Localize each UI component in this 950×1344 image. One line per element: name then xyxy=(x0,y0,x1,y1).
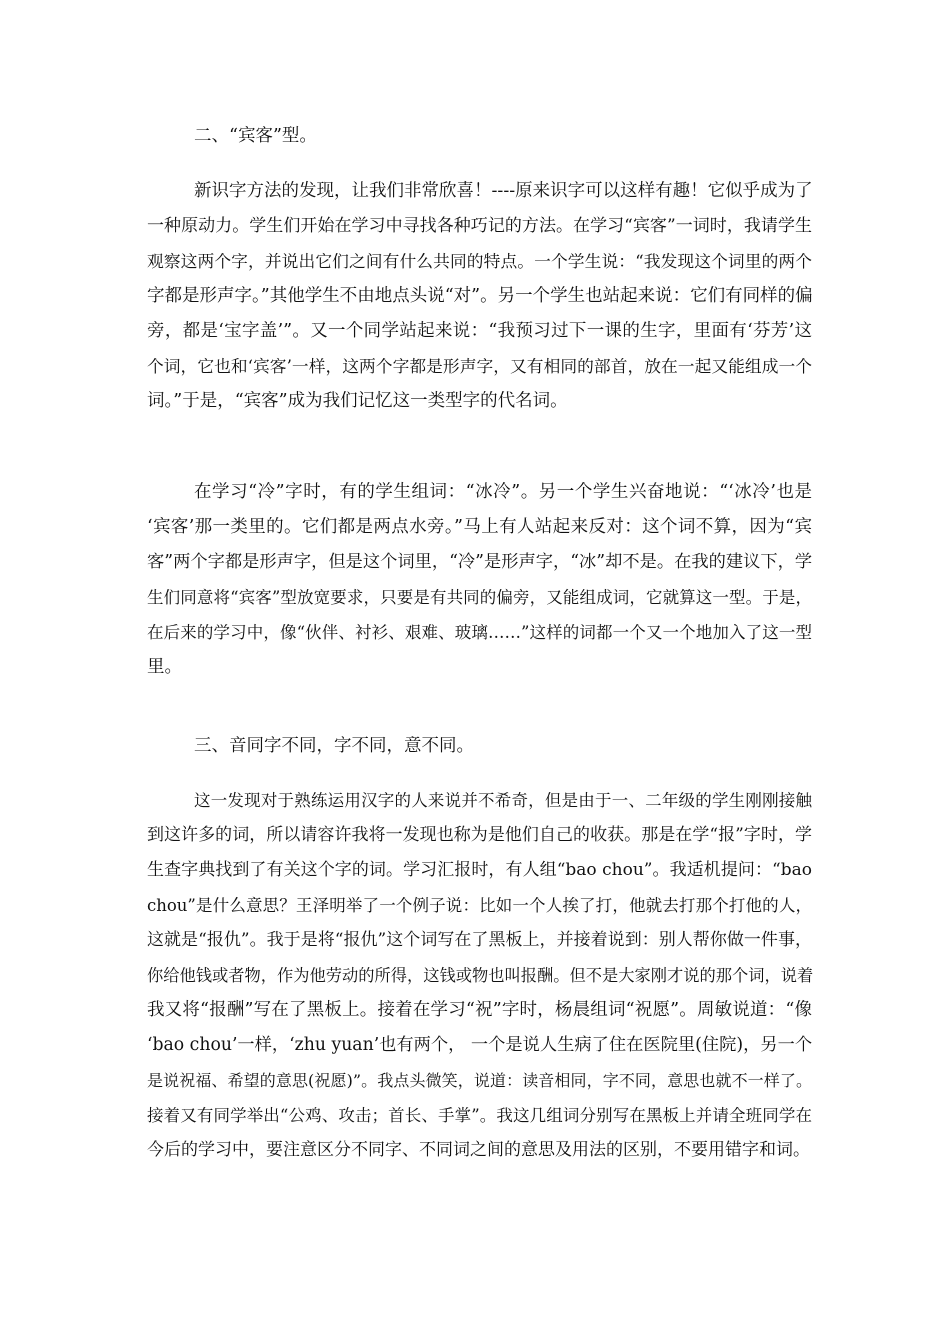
paragraph-line: 字都是形声字。”其他学生不由地点头说“对”。另一个学生也站起来说：它们有同样的偏 xyxy=(147,286,813,306)
paragraph-line: 词。”于是，“宾客”成为我们记忆这一类型字的代名词。 xyxy=(147,391,568,411)
paragraph-line: ‘bao chou’一样，‘zhu yuan’也有两个， 一个是说人生病了住在医院里(住院)，另一个 xyxy=(147,1035,813,1055)
section-heading-2: 二、“宾客”型。 xyxy=(194,126,317,146)
paragraph-line: 一种原动力。学生们开始在学习中寻找各种巧记的方法。在学习“宾客”一词时，我请学生 xyxy=(147,216,812,236)
paragraph-line: ‘宾客’那一类里的。它们都是两点水旁。”马上有人站起来反对：这个词不算，因为“宾 xyxy=(147,517,812,537)
paragraph-line: 生查字典找到了有关这个字的词。学习汇报时，有人组“bao chou”。我适机提问：“bao xyxy=(147,860,812,880)
paragraph-line: 新识字方法的发现，让我们非常欣喜！----原来识字可以这样有趣！它似乎成为了 xyxy=(194,181,813,201)
paragraph-line: chou”是什么意思？王泽明举了一个例子说：比如一个人挨了打，他就去打那个打他的人， xyxy=(147,896,812,915)
paragraph-line: 是说祝福、希望的意思(祝愿)”。我点头微笑，说道：读音相同，字不同，意思也就不一样了。 xyxy=(147,1071,812,1090)
section-heading-3: 三、音同字不同，字不同，意不同。 xyxy=(194,736,474,756)
paragraph-homophone-discovery xyxy=(147,783,812,1168)
paragraph-line: 客”两个字都是形声字，但是这个词里，“冷”是形声字，“冰”却不是。在我的建议下，学 xyxy=(147,552,813,572)
paragraph-binke-discovery xyxy=(147,174,812,419)
paragraph-line: 在后来的学习中，像“伙伴、衬衫、艰难、玻璃……”这样的词都一个又一个地加入了这一型 xyxy=(147,623,812,642)
paragraph-line: 在学习“冷”字时，有的学生组词：“冰冷”。另一个学生兴奋地说：“‘冰冷’也是 xyxy=(194,482,812,502)
paragraph-line: 这就是“报仇”。我于是将“报仇”这个词写在了黑板上，并接着说到：别人帮你做一件事， xyxy=(147,930,812,950)
paragraph-line: 这一发现对于熟练运用汉字的人来说并不希奇，但是由于一、二年级的学生刚刚接触 xyxy=(194,791,812,810)
paragraph-line: 到这许多的词，所以请容许我将一发现也称为是他们自己的收获。那是在学“报”字时，学 xyxy=(147,825,812,845)
paragraph-line: 今后的学习中，要注意区分不同字、不同词之间的意思及用法的区别，不要用错字和词。 xyxy=(147,1140,810,1160)
paragraph-leng-example xyxy=(147,475,812,685)
paragraph-line: 你给他钱或者物，作为他劳动的所得，这钱或物也叫报酬。但不是大家刚才说的那个词，说着 xyxy=(147,966,814,985)
paragraph-line: 个词，它也和‘宾客’一样，这两个字都是形声字，又有相同的部首，放在一起又能组成一个 xyxy=(147,356,812,376)
paragraph-line: 接着又有同学举出“公鸡、攻击；首长、手掌”。我这几组词分别写在黑板上并请全班同学在 xyxy=(147,1106,812,1125)
paragraph-line: 我又将“报酬”写在了黑板上。接着在学习“祝”字时，杨晨组词“祝愿”。周敏说道：“像 xyxy=(147,1000,812,1020)
paragraph-line: 旁，都是‘宝字盖’”。又一个同学站起来说：“我预习过下一课的生字，里面有‘芬芳’这 xyxy=(147,321,812,341)
paragraph-line: 生们同意将“宾客”型放宽要求，只要是有共同的偏旁，又能组成词，它就算这一型。于是， xyxy=(147,588,812,607)
paragraph-line: 里。 xyxy=(147,657,182,677)
paragraph-line: 观察这两个字，并说出它们之间有什么共同的特点。一个学生说：“我发现这个词里的两个 xyxy=(147,251,812,271)
